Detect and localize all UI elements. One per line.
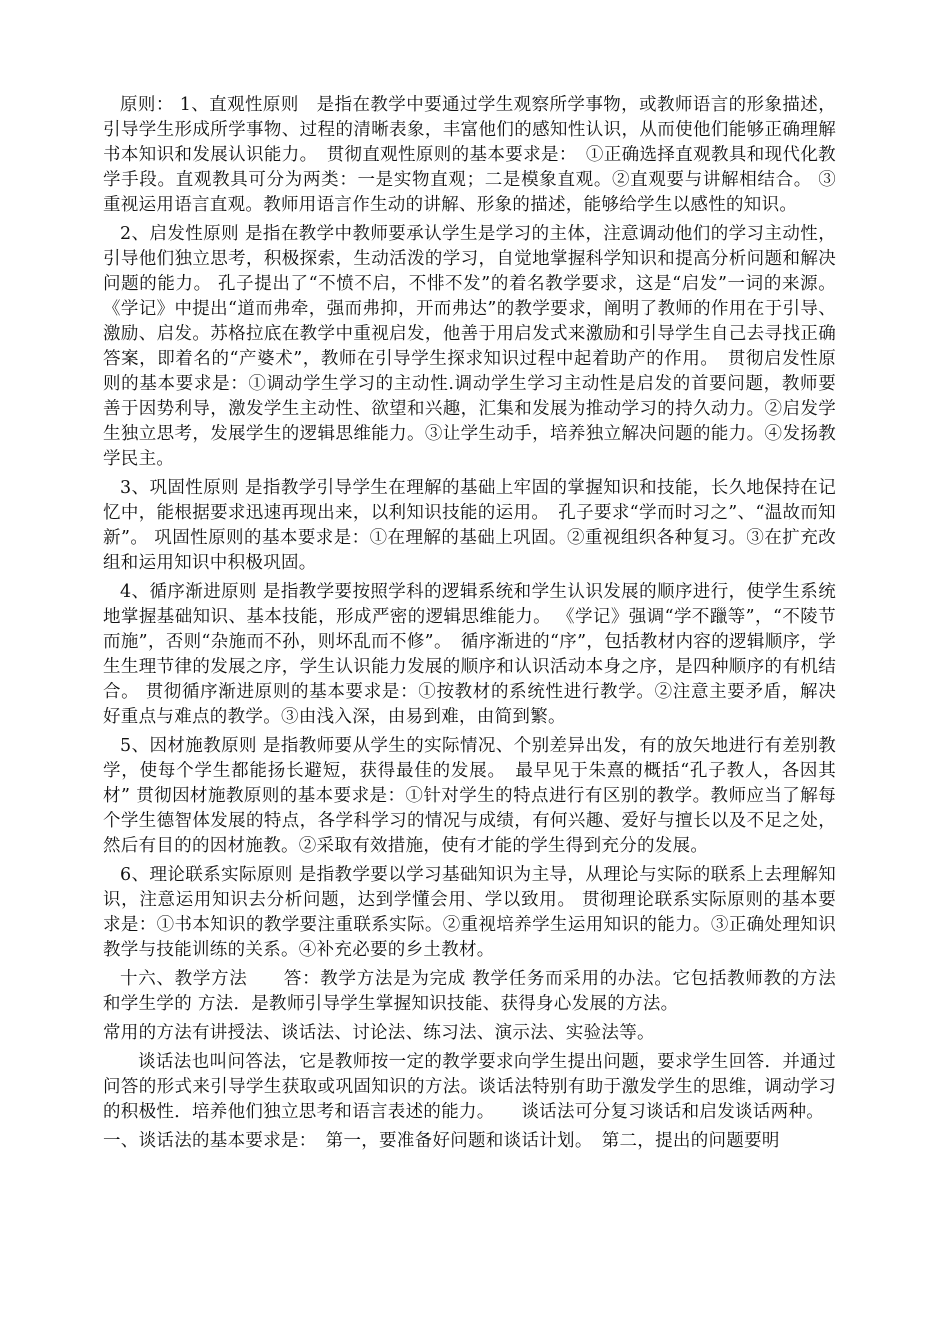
paragraph-principle-5: 5、因材施教原则 是指教师要从学生的实际情况、个别差异出发，有的放矢地进行有差别教学，使每个学生都能扬长避短，获得最佳的发展。 最早见于朱熹的概括“孔子教人，各因其材” 贯彻因材施教原则的基本要求是：①针对学生的特点进行有区别的教学。教师应当了解每个学生德智体发展的特点，各学科学习的情况与成绩，有何兴趣、爱好与擅长以及不足之处，然后有目的的因材施教。②采取有效措施，使有才能的学生得到充分的发展。 [103,736,836,856]
paragraph-discussion-requirements: 一、谈话法的基本要求是： 第一，要准备好问题和谈话计划。 第二，提出的问题要明 [103,1131,780,1151]
paragraph-principle-4: 4、循序渐进原则 是指教学要按照学科的逻辑系统和学生认识发展的顺序进行，使学生系统地掌握基础知识、基本技能，形成严密的逻辑思维能力。 《学记》强调“学不躐等”，“不陵节而施”，否则“杂施而不孙，则坏乱而不修”。 循序渐进的“序”，包括教材内容的逻辑顺序，学生生理节律的发展之序，学生认识能力发展的顺序和认识活动本身之序，是四种顺序的有机结合。 贯彻循序渐进原则的基本要求是：①按教材的系统性进行教学。②注意主要矛盾，解决好重点与难点的教学。③由浅入深，由易到难，由简到繁。 [103,582,836,727]
paragraph-principle-6: 6、理论联系实际原则 是指教学要以学习基础知识为主导，从理论与实际的联系上去理解知识，注意运用知识去分析问题，达到学懂会用、学以致用。 贯彻理论联系实际原则的基本要求是：①书本知识的教学要注重联系实际。②重视培养学生运用知识的能力。③正确处理知识教学与技能训练的关系。④补充必要的乡土教材。 [103,865,836,960]
paragraph-discussion-method: 谈话法也叫问答法，它是教师按一定的教学要求向学生提出问题，要求学生回答．并通过问答的形式来引导学生获取或巩固知识的方法。谈话法特别有助于激发学生的思维，调动学习的积极性．培养他们独立思考和语言表述的能力。 谈话法可分复习谈话和启发谈话两种。 [103,1052,836,1122]
document-body [103,93,836,1158]
paragraph-principle-1: 原则： 1、直观性原则 是指在教学中要通过学生观察所学事物，或教师语言的形象描述，引导学生形成所学事物、过程的清晰表象，丰富他们的感知性认识，从而使他们能够正确理解书本知识和发展认识能力。 贯彻直观性原则的基本要求是： ①正确选择直观教具和现代化教学手段。直观教具可分为两类：一是实物直观；二是模象直观。②直观要与讲解相结合。 ③重视运用语言直观。教师用语言作生动的讲解、形象的描述，能够给学生以感性的知识。 [103,95,836,215]
paragraph-section-16: 十六、教学方法 答：教学方法是为完成 教学任务而采用的办法。它包括教师教的方法和学生学的 方法．是教师引导学生掌握知识技能、获得身心发展的方法。 [103,969,836,1014]
paragraph-principle-3: 3、巩固性原则 是指教学引导学生在理解的基础上牢固的掌握知识和技能，长久地保持在记忆中，能根据要求迅速再现出来，以利知识技能的运用。 孔子要求“学而时习之”、“温故而知新”。 巩固性原则的基本要求是：①在理解的基础上巩固。②重视组织各种复习。③在扩充改组和运用知识中积极巩固。 [103,478,836,573]
paragraph-common-methods: 常用的方法有讲授法、谈话法、讨论法、练习法、演示法、实验法等。 [103,1023,655,1043]
paragraph-principle-2: 2、启发性原则 是指在教学中教师要承认学生是学习的主体，注意调动他们的学习主动性，引导他们独立思考，积极探索，生动活泼的学习，自觉地掌握科学知识和提高分析问题和解决问题的能力。 孔子提出了“不愤不启，不悱不发”的着名教学要求，这是“启发”一词的来源。《学记》中提出“道而弗牵，强而弗抑，开而弗达”的教学要求，阐明了教师的作用在于引导、激励、启发。苏格拉底在教学中重视启发，他善于用启发式来激励和引导学生自己去寻找正确答案，即着名的“产婆术”，教师在引导学生探求知识过程中起着助产的作用。 贯彻启发性原则的基本要求是：①调动学生学习的主动性.调动学生学习主动性是启发的首要问题，教师要善于因势利导，激发学生主动性、欲望和兴趣，汇集和发展为推动学习的持久动力。②启发学生独立思考，发展学生的逻辑思维能力。③让学生动手，培养独立解决问题的能力。④发扬教学民主。 [103,224,836,469]
